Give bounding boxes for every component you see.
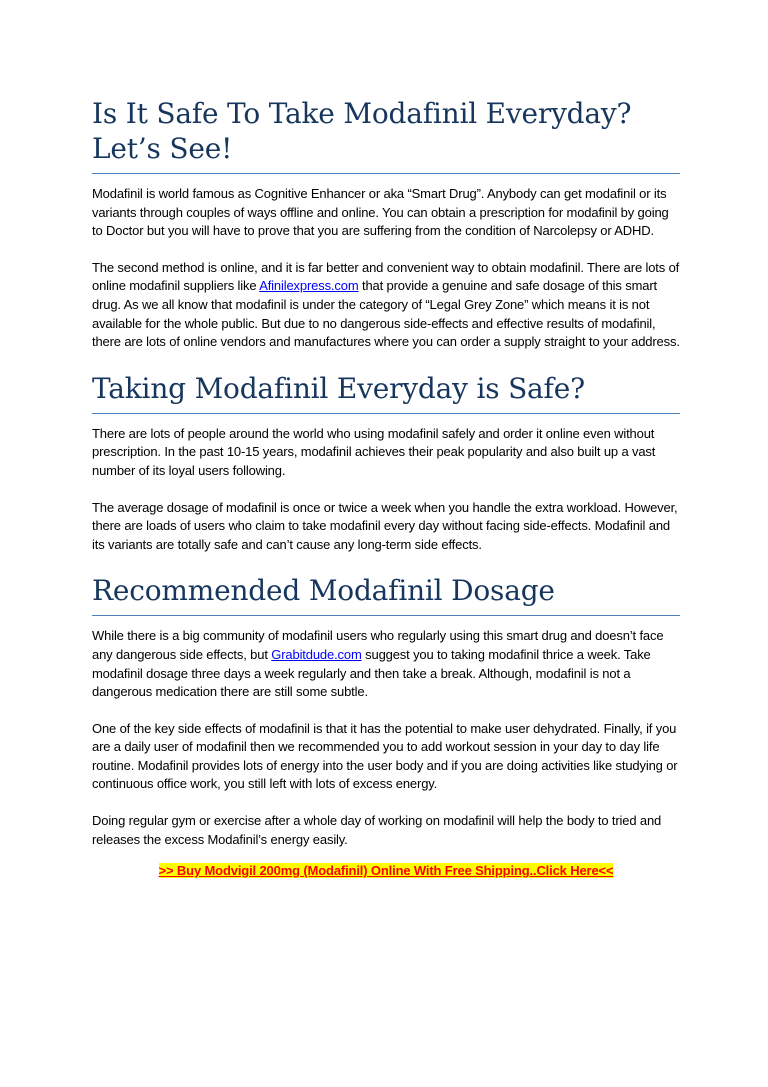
afinilexpress-link[interactable]: Afinilexpress.com (259, 278, 359, 294)
section-everyday-safe (92, 371, 680, 555)
section-heading-everyday-safe: Taking Modafinil Everyday is Safe? (92, 371, 585, 405)
title-line-1: Is It Safe To Take Modafinil Everyday? (92, 97, 632, 130)
section-rule-dosage (92, 615, 680, 616)
grabitdude-link[interactable]: Grabitdude.com (271, 646, 362, 662)
dosage-paragraph-3: Doing regular gym or exercise after a whole day of working on modafinil will help the body to tried and releases the excess Modafinil’s energy easily. (92, 813, 662, 847)
buy-cta (92, 863, 680, 878)
document-page (92, 96, 680, 878)
dosage-paragraph-1-text-a: While there is a big community of modafinil users who regularly using this smart drug and doesn’t face any dangerous side effects, but (92, 628, 664, 662)
title-line-2: Let’s See! (92, 132, 233, 165)
section-intro (92, 96, 680, 352)
everyday-paragraph-2: The average dosage of modafinil is once or twice a week when you handle the extra workload. However, there are loads of users who claim to take modafinil every day without facing side-effects. Modafinil and its variants are totally safe and can’t cause any long-term side effects. (92, 499, 678, 552)
dosage-paragraph-2: One of the key side effects of modafinil is that it has the potential to make user dehydrated. Finally, if you are a daily user of modafinil then we recommended you to add workout session in your day to day life routine. Modafinil provides lots of energy into the user body and if you are doing activities like studying or continuous office work, you still left with lots of excess energy. (92, 720, 678, 792)
section-heading-dosage: Recommended Modafinil Dosage (92, 574, 555, 608)
intro-paragraph-2 (92, 259, 680, 352)
dosage-paragraph-1 (92, 627, 680, 701)
buy-cta-link[interactable]: >> Buy Modvigil 200mg (Modafinil) Online With Free Shipping..Click Here<< (158, 863, 614, 879)
intro-paragraph-2-text-b: that provide a genuine and safe dosage of this smart drug. As we all know that modafinil is under the category of “Legal Grey Zone” which means it is not available for the whole public. But due to no dangerous side-effects and effective results of modafinil, there are lots of online vendors and manufactures where you can order a supply straight to your address. (92, 278, 680, 350)
page-title (92, 96, 680, 166)
section-rule-everyday-safe (92, 413, 680, 414)
intro-paragraph-1: Modafinil is world famous as Cognitive Enhancer or aka “Smart Drug”. Anybody can get modafinil or its variants through couples of ways offline and online. You can obtain a prescription for modafinil by going to Doctor but you will have to prove that you are suffering from the condition of Narcolepsy or ADHD. (92, 186, 669, 239)
title-rule (92, 173, 680, 174)
section-dosage (92, 573, 680, 849)
dosage-paragraph-1-text-b: suggest you to taking modafinil thrice a week. Take modafinil dosage three days a week regularly and then take a break. Although, modafinil is not a dangerous medication there are still some subtle. (92, 646, 651, 700)
intro-paragraph-2-text-a: The second method is online, and it is far better and convenient way to obtain modafinil. There are lots of online modafinil suppliers like (92, 259, 680, 294)
everyday-paragraph-1: There are lots of people around the world who using modafinil safely and order it online even without prescription. In the past 10-15 years, modafinil achieves their peak popularity and also built up a vast number of its loyal users following. (92, 425, 656, 478)
